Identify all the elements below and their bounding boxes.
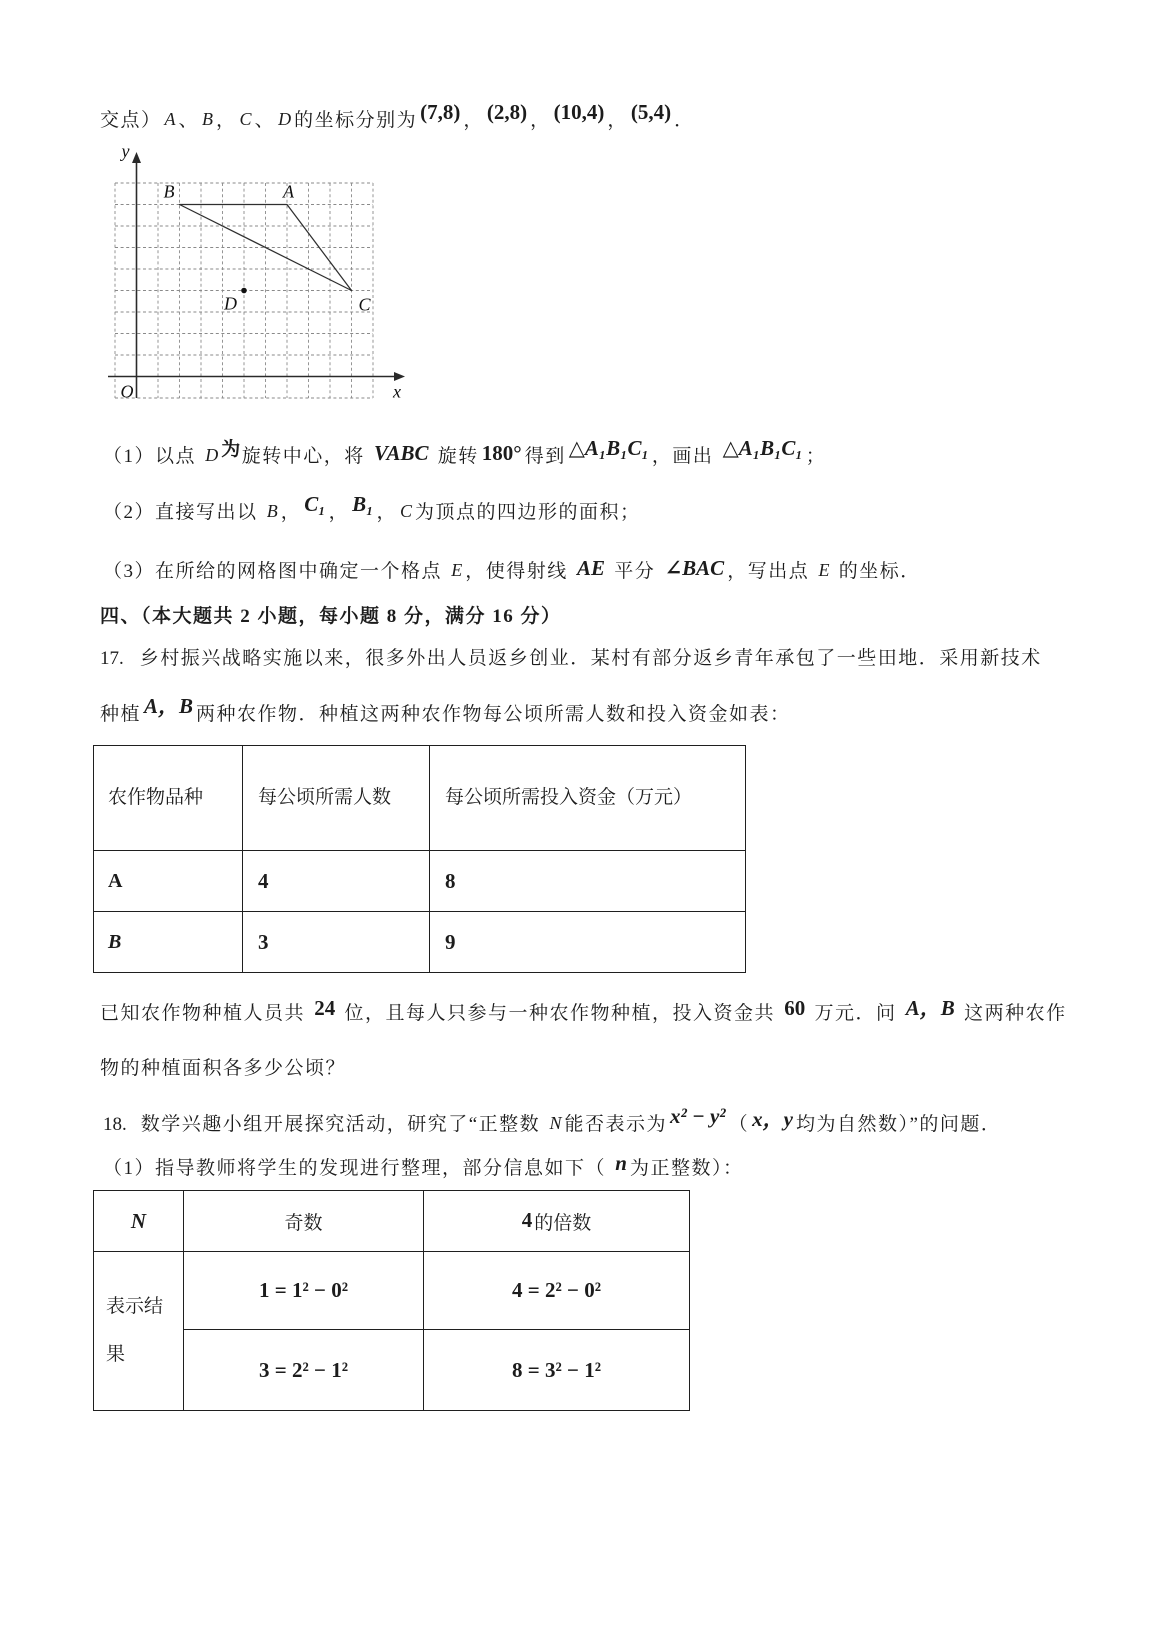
crops-header-type: 农作物品种	[94, 746, 243, 851]
crop-B-label: B	[94, 912, 243, 973]
equation-1: 1 = 1² − 0²	[184, 1252, 424, 1330]
representation-row-2	[94, 1330, 690, 1411]
svg-text:A: A	[283, 181, 294, 202]
representation-header-N: N	[94, 1191, 184, 1252]
equation-3: 3 = 2² − 1²	[184, 1330, 424, 1411]
representation-header-row	[94, 1191, 690, 1252]
q18-text: 数学兴趣小组开展探究活动，研究了“正整数 N 能否表示为 x² − y² （ x，y 均为自然数）”的问题．	[140, 1104, 1002, 1135]
equation-2: 4 = 2² − 0²	[424, 1252, 690, 1330]
intro-line: 交点） A 、 B ， C 、 D 的坐标分别为 (7,8) ， (2,8) ， (10,4) ， (5,4) ．	[100, 100, 695, 131]
svg-text:B: B	[163, 181, 175, 202]
svg-text:x: x	[393, 381, 401, 402]
q18-line-1	[103, 1104, 1002, 1139]
q18-number: 18.	[103, 1114, 127, 1135]
q17-number: 17.	[100, 648, 124, 669]
coordinate-grid-figure	[100, 140, 415, 406]
crop-A-label: A	[94, 851, 243, 912]
crop-A-people: 4	[243, 851, 430, 912]
representation-row-1	[94, 1252, 690, 1330]
multiple-of-4-text: 的倍数	[534, 1212, 592, 1234]
svg-text:y: y	[121, 141, 130, 161]
equation-4: 8 = 3² − 1²	[424, 1330, 690, 1411]
representation-row-label: 表示结果	[94, 1252, 184, 1411]
q17-line-1	[100, 645, 1042, 673]
multiple-of-4-number: 4	[521, 1207, 533, 1232]
representation-table	[93, 1190, 690, 1411]
crop-B-fund: 9	[430, 912, 746, 973]
svg-text:C: C	[358, 294, 371, 315]
representation-header-odd: 奇数	[184, 1191, 424, 1252]
q18-sub-question-line: （1）指导教师将学生的发现进行整理，部分信息如下（ n 为正整数）：	[103, 1151, 744, 1179]
svg-text:D: D	[224, 293, 237, 314]
svg-text:O: O	[120, 381, 134, 402]
question-part-3: （3）在所给的网格图中确定一个格点 E ，使得射线 AE 平分 ∠BAC ，写出点 E 的坐标．	[103, 556, 921, 582]
crops-table-header-row	[94, 746, 746, 851]
question-part-2: （2）直接写出以 B ， C₁ ， B₁ ， C 为顶点的四边形的面积；	[103, 492, 641, 523]
crops-table	[93, 745, 746, 973]
q17-line-2: 种植 A，B 两种农作物．种植这两种农作物每公顷所需人数和投入资金如表：	[100, 694, 791, 725]
crop-A-fund: 8	[430, 851, 746, 912]
section-heading: 四、（本大题共 2 小题，每小题 8 分，满分 16 分）	[100, 606, 562, 627]
crops-header-fund: 每公顷所需投入资金（万元）	[430, 746, 746, 851]
crops-row-B	[94, 912, 746, 973]
question-part-1: （1）以点 D 为旋转中心，将 VABC 旋转 180° 得到 △A₁B₁C₁ ，画出 △A₁B₁C₁ ；	[103, 436, 827, 467]
q17-question-paragraph: 已知农作物种植人员共 24 位，且每人只参与一种农作物种植，投入资金共 60 万元．问 A，B 这两种农作物的种植面积各多少公顷？	[100, 996, 1067, 1079]
representation-header-multiple-of-4	[424, 1191, 690, 1252]
q17-text: 乡村振兴战略实施以来，很多外出人员返乡创业．某村有部分返乡青年承包了一些田地．采用新技术	[139, 648, 1042, 669]
crops-row-A	[94, 851, 746, 912]
crops-header-people: 每公顷所需人数	[243, 746, 430, 851]
crop-B-people: 3	[243, 912, 430, 973]
